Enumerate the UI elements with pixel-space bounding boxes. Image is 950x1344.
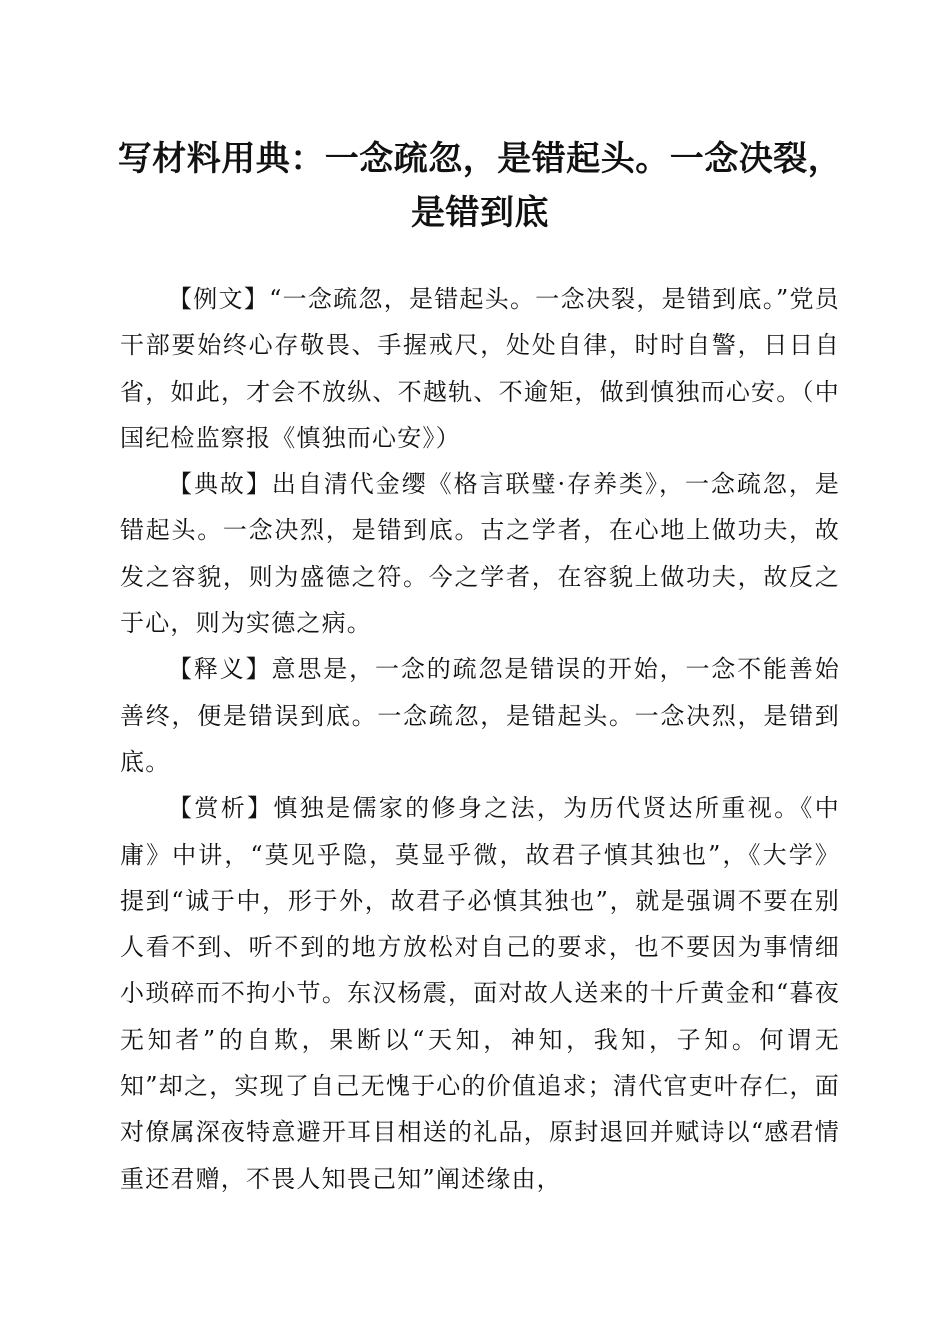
paragraph-label: 【例文】 [168, 285, 270, 313]
document-body [120, 276, 840, 1202]
paragraph-text: “一念疏忽，是错起头。一念决裂，是错到底。”党员干部要始终心存敬畏、手握戒尺，处处自律，时时自警，日日自省，如此，才会不放纵、不越轨、不逾矩，做到慎独而心安。（中国纪检监察报《慎独而心安》） [120, 285, 840, 452]
paragraph-appreciation [120, 785, 840, 1202]
paragraph-text: 意思是，一念的疏忽是错误的开始，一念不能善始善终，便是错误到底。一念疏忽，是错起头。一念决烈，是错到底。 [120, 655, 840, 776]
paragraph-example [120, 276, 840, 461]
paragraph-label: 【释义】 [168, 655, 272, 684]
paragraph-text: 慎独是儒家的修身之法，为历代贤达所重视。《中庸》中讲，“莫见乎隐，莫显乎微，故君子慎其独也”，《大学》提到“诚于中，形于外，故君子必慎其独也”，就是强调不要在别人看不到、听不到的地方放松对自己的要求，也不要因为事情细小琐碎而不拘小节。东汉杨震，面对故人送来的十斤黄金和“暮夜无知者”的自欺，果断以“天知，神知，我知，子知。何谓无知”却之，实现了自己无愧于心的价值追求；清代官吏叶存仁，面对僚属深夜特意避开耳目相送的礼品，原封退回并赋诗以“感君情重还君赠，不畏人知畏己知”阐述缘由， [120, 794, 840, 1193]
document-title [100, 132, 860, 240]
paragraph-allusion [120, 461, 840, 646]
title-line-1: 写材料用典：一念疏忽，是错起头。一念决裂， [117, 139, 843, 179]
title-line-2: 是错到底 [411, 193, 549, 233]
paragraph-label: 【赏析】 [168, 794, 274, 823]
paragraph-meaning [120, 646, 840, 785]
paragraph-label: 【典故】 [168, 470, 272, 499]
paragraph-text: 出自清代金缨《格言联璧·存养类》，一念疏忽，是错起头。一念决烈，是错到底。古之学者，在心地上做功夫，故发之容貌，则为盛德之符。今之学者，在容貌上做功夫，故反之于心，则为实德之病。 [120, 470, 840, 638]
